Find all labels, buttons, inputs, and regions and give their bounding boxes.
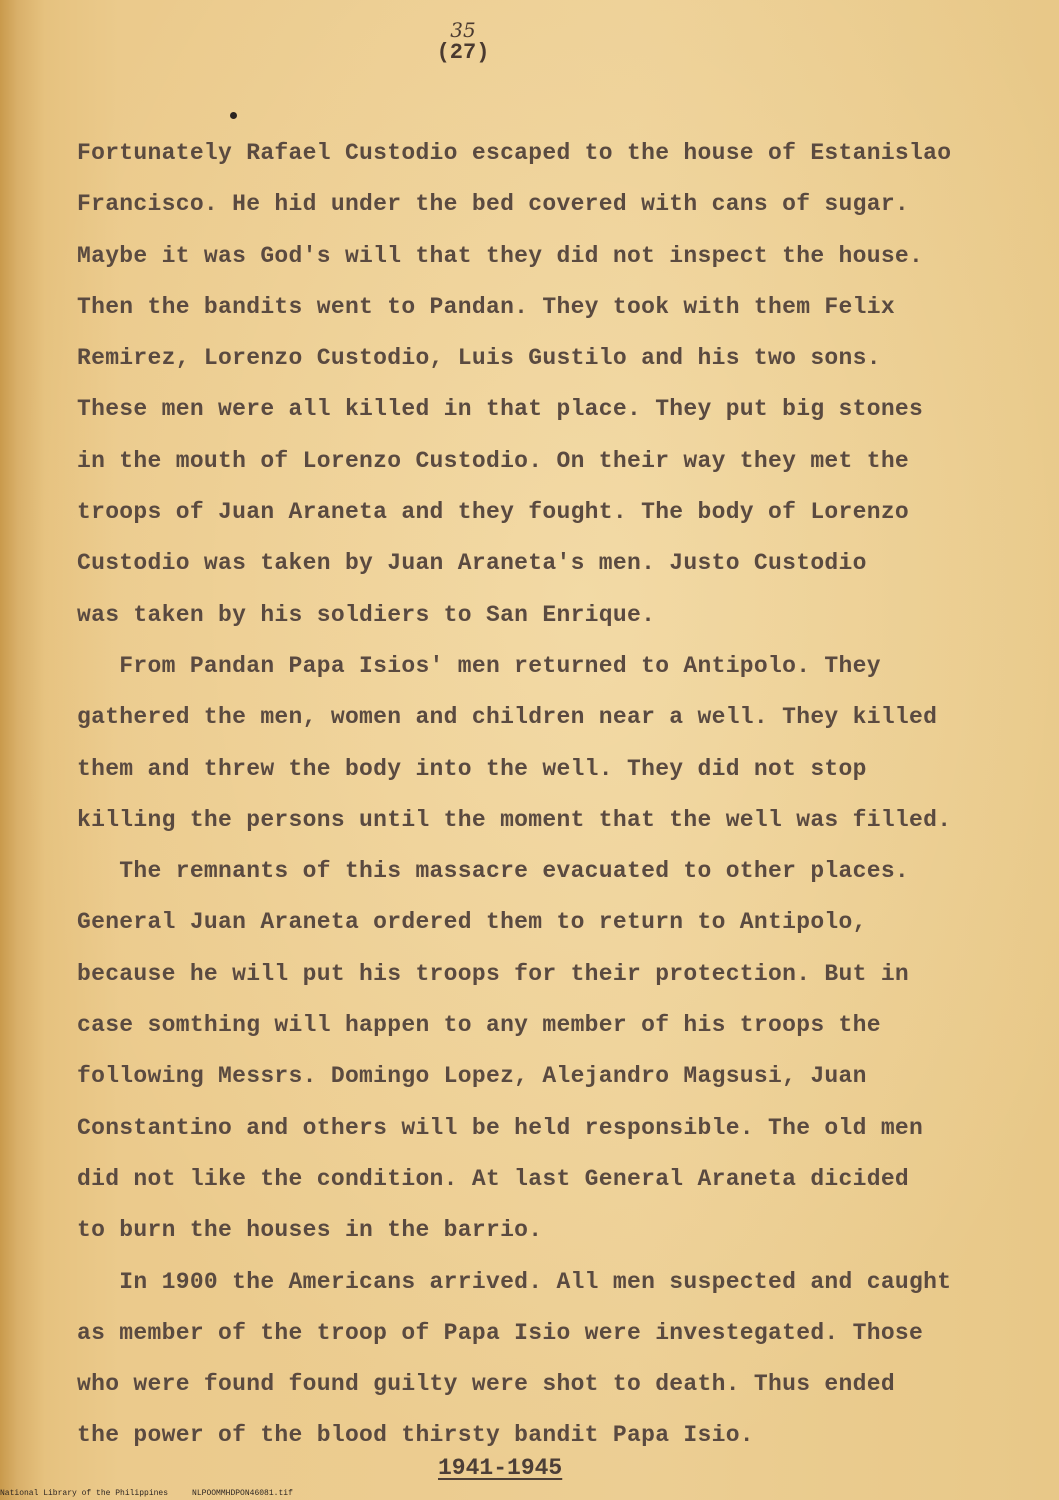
- body-text: [77, 128, 1037, 1462]
- footer-library: National Library of the Philippines: [0, 1489, 169, 1498]
- text-line: did not like the condition. At last General Araneta dicided: [77, 1165, 910, 1192]
- ink-dot: [230, 112, 237, 119]
- text-line: case somthing will happen to any member of his troops the: [77, 1012, 881, 1039]
- text-line: killing the persons until the moment that the well was filled.: [77, 806, 952, 833]
- text-line: was taken by his soldiers to San Enrique.: [77, 601, 656, 628]
- text-line: Remirez, Lorenzo Custodio, Luis Gustilo and his two sons.: [77, 345, 881, 372]
- paragraph-4: [77, 1257, 1037, 1462]
- text-line: General Juan Araneta ordered them to return to Antipolo,: [77, 909, 867, 936]
- text-line: These men were all killed in that place. They put big stones: [77, 396, 924, 423]
- text-line: Custodio was taken by Juan Araneta's men. Justo Custodio: [77, 550, 867, 577]
- page-number-original: (27): [436, 40, 490, 65]
- text-line: in the mouth of Lorenzo Custodio. On their way they met the: [77, 447, 910, 474]
- text-line: Constantino and others will be held responsible. The old men: [77, 1114, 924, 1141]
- text-line: From Pandan Papa Isios' men returned to Antipolo. They: [77, 652, 881, 679]
- text-line: as member of the troop of Papa Isio were investegated. Those: [77, 1319, 924, 1346]
- footer-file-id: NLPOOMMHDPON46081.tif: [192, 1489, 293, 1498]
- paragraph-3: [77, 846, 1037, 1256]
- text-line: to burn the houses in the barrio.: [77, 1217, 543, 1244]
- text-line: In 1900 the Americans arrived. All men suspected and caught: [77, 1268, 952, 1295]
- text-line: gathered the men, women and children near a well. They killed: [77, 704, 938, 731]
- page-number-handwritten: 35: [450, 18, 476, 42]
- text-line: the power of the blood thirsty bandit Papa Isio.: [77, 1422, 754, 1449]
- text-line: following Messrs. Domingo Lopez, Alejandro Magsusi, Juan: [77, 1063, 867, 1090]
- text-line: troops of Juan Araneta and they fought. The body of Lorenzo: [77, 499, 910, 526]
- scan-footer: [0, 1489, 600, 1499]
- text-line: because he will put his troops for their protection. But in: [77, 960, 910, 987]
- text-line: Maybe it was God's will that they did not inspect the house.: [77, 242, 924, 269]
- page-number: [428, 20, 498, 64]
- text-line: who were found found guilty were shot to death. Thus ended: [77, 1371, 895, 1398]
- paragraph-1: [77, 128, 1037, 641]
- section-heading: 1941-1945: [438, 1455, 563, 1481]
- text-line: Fortunately Rafael Custodio escaped to the house of Estanislao: [77, 140, 952, 166]
- text-line: Francisco. He hid under the bed covered with cans of sugar.: [77, 191, 910, 218]
- text-line: Then the bandits went to Pandan. They took with them Felix: [77, 293, 895, 320]
- text-line: The remnants of this massacre evacuated to other places.: [77, 858, 910, 885]
- paragraph-2: [77, 641, 1037, 846]
- text-line: them and threw the body into the well. They did not stop: [77, 755, 867, 782]
